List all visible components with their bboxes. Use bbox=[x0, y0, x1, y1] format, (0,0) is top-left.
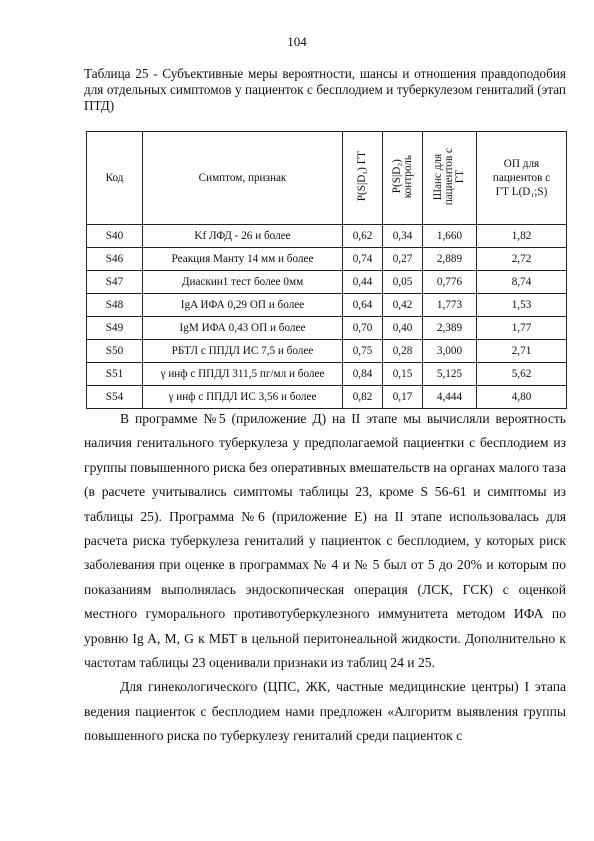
table-row bbox=[87, 340, 567, 363]
cell-p-d1: 0,62 bbox=[343, 225, 383, 248]
cell-p-d2: 0,34 bbox=[383, 225, 423, 248]
table-header-row bbox=[87, 132, 567, 225]
cell-p-d2: 0,15 bbox=[383, 363, 423, 386]
cell-p-d1: 0,64 bbox=[343, 294, 383, 317]
cell-p-d1: 0,70 bbox=[343, 317, 383, 340]
header-symptom: Симптом, признак bbox=[143, 132, 343, 225]
page-number: 104 bbox=[287, 34, 307, 49]
header-odds-line3: ГТ bbox=[454, 169, 466, 184]
header-p-d1 bbox=[343, 132, 383, 225]
cell-p-d2: 0,27 bbox=[383, 248, 423, 271]
cell-symptom: Диаскин1 тест более 0мм bbox=[143, 271, 343, 294]
cell-symptom: γ инф с ППДЛ ИС 3,56 и более bbox=[143, 386, 343, 409]
cell-code: S51 bbox=[87, 363, 143, 386]
cell-symptom: Kf ЛФД - 26 и более bbox=[143, 225, 343, 248]
header-p-d2 bbox=[383, 132, 423, 225]
header-p-d2-line1: P(S|D₂) bbox=[390, 159, 403, 194]
header-odds bbox=[423, 132, 477, 225]
cell-likelihood-ratio: 4,80 bbox=[477, 386, 567, 409]
table-row bbox=[87, 294, 567, 317]
cell-p-d1: 0,84 bbox=[343, 363, 383, 386]
cell-symptom: IgM ИФА 0,43 ОП и более bbox=[143, 317, 343, 340]
cell-code: S47 bbox=[87, 271, 143, 294]
cell-p-d2: 0,40 bbox=[383, 317, 423, 340]
cell-p-d1: 0,75 bbox=[343, 340, 383, 363]
header-p-d2-line2: контроль bbox=[401, 154, 414, 199]
table-caption: Таблица 25 - Субъективные меры вероятности, шансы и отношения правдоподобия для отдельных симптомов у пациенток с бесплодием и туберкулезом гениталий (этап ПТД) bbox=[84, 66, 566, 113]
table-body bbox=[87, 225, 567, 409]
header-lr-line1: ОП для bbox=[503, 158, 540, 170]
header-p-d2-text bbox=[392, 155, 414, 198]
cell-odds: 3,000 bbox=[423, 340, 477, 363]
header-odds-line2: пациентов с bbox=[443, 147, 455, 206]
cell-code: S48 bbox=[87, 294, 143, 317]
cell-odds: 1,660 bbox=[423, 225, 477, 248]
header-code: Код bbox=[87, 132, 143, 225]
cell-p-d2: 0,17 bbox=[383, 386, 423, 409]
cell-likelihood-ratio: 2,72 bbox=[477, 248, 567, 271]
header-likelihood-ratio bbox=[477, 132, 567, 225]
table-row bbox=[87, 386, 567, 409]
cell-odds: 4,444 bbox=[423, 386, 477, 409]
cell-symptom: IgA ИФА 0,29 ОП и более bbox=[143, 294, 343, 317]
cell-odds: 2,389 bbox=[423, 317, 477, 340]
cell-symptom: Реакция Манту 14 мм и более bbox=[143, 248, 343, 271]
symptom-table bbox=[86, 131, 567, 409]
cell-p-d1: 0,74 bbox=[343, 248, 383, 271]
header-lr-line2: пациентов с bbox=[492, 172, 551, 184]
cell-odds: 2,889 bbox=[423, 248, 477, 271]
cell-p-d1: 0,44 bbox=[343, 271, 383, 294]
cell-likelihood-ratio: 2,71 bbox=[477, 340, 567, 363]
body-paragraph: В программе №5 (приложение Д) на II этапе мы вычисляли вероятность наличия генитального туберкулеза у предполагаемой пациентки с бесплодием из группы повышенного риска без оперативных вмешательств на органах малого таза (в расчете учитывались симптомы таблицы 23, кроме S 56-61 и симптомы из таблицы 25). Программа №6 (приложение Е) на II этапе использовалась для расчета риска туберкулеза гениталий у пациенток с бесплодием, у которых риск заболевания при оценке в программах № 4 и № 5 был от 5 до 20% и которым по показаниям выполнялась эндоскопическая операция (ЛСК, ГСК) с оценкой местного гуморального противотуберкулезного иммунитета методом ИФА по уровню Ig A, M, G к МБТ в цельной перитонеальной жидкости. Дополнительно к частотам таблицы 23 оценивали признаки из таблиц 24 и 25. bbox=[84, 411, 566, 671]
header-odds-text bbox=[433, 148, 466, 205]
cell-code: S50 bbox=[87, 340, 143, 363]
cell-code: S54 bbox=[87, 386, 143, 409]
body-paragraph: Для гинекологического (ЦПС, ЖК, частные медицинские центры) I этапа ведения пациенток с бесплодием нами предложен «Алгоритм выявления группы повышенного риска по туберкулезу гениталий среди пациенток с bbox=[84, 679, 566, 744]
header-lr-line3: ГТ L(D₁;S) bbox=[495, 186, 548, 198]
cell-likelihood-ratio: 1,77 bbox=[477, 317, 567, 340]
cell-code: S46 bbox=[87, 248, 143, 271]
table-row bbox=[87, 271, 567, 294]
cell-symptom: РБТЛ с ППДЛ ИС 7,5 и более bbox=[143, 340, 343, 363]
header-odds-line1: Шанс для bbox=[432, 153, 444, 200]
cell-odds: 1,773 bbox=[423, 294, 477, 317]
header-lr-text bbox=[480, 157, 563, 199]
table-row bbox=[87, 363, 567, 386]
cell-code: S49 bbox=[87, 317, 143, 340]
header-p-d1-text: P(S|D₁) ГТ bbox=[356, 151, 368, 202]
cell-odds: 0,776 bbox=[423, 271, 477, 294]
cell-odds: 5,125 bbox=[423, 363, 477, 386]
cell-code: S40 bbox=[87, 225, 143, 248]
table-row bbox=[87, 317, 567, 340]
table-row bbox=[87, 248, 567, 271]
cell-p-d2: 0,05 bbox=[383, 271, 423, 294]
cell-p-d2: 0,42 bbox=[383, 294, 423, 317]
cell-likelihood-ratio: 1,82 bbox=[477, 225, 567, 248]
cell-p-d2: 0,28 bbox=[383, 340, 423, 363]
table-row bbox=[87, 225, 567, 248]
cell-symptom: γ инф с ППДЛ 311,5 пг/мл и более bbox=[143, 363, 343, 386]
cell-likelihood-ratio: 8,74 bbox=[477, 271, 567, 294]
cell-likelihood-ratio: 1,53 bbox=[477, 294, 567, 317]
body-text bbox=[84, 407, 566, 749]
cell-p-d1: 0,82 bbox=[343, 386, 383, 409]
cell-likelihood-ratio: 5,62 bbox=[477, 363, 567, 386]
